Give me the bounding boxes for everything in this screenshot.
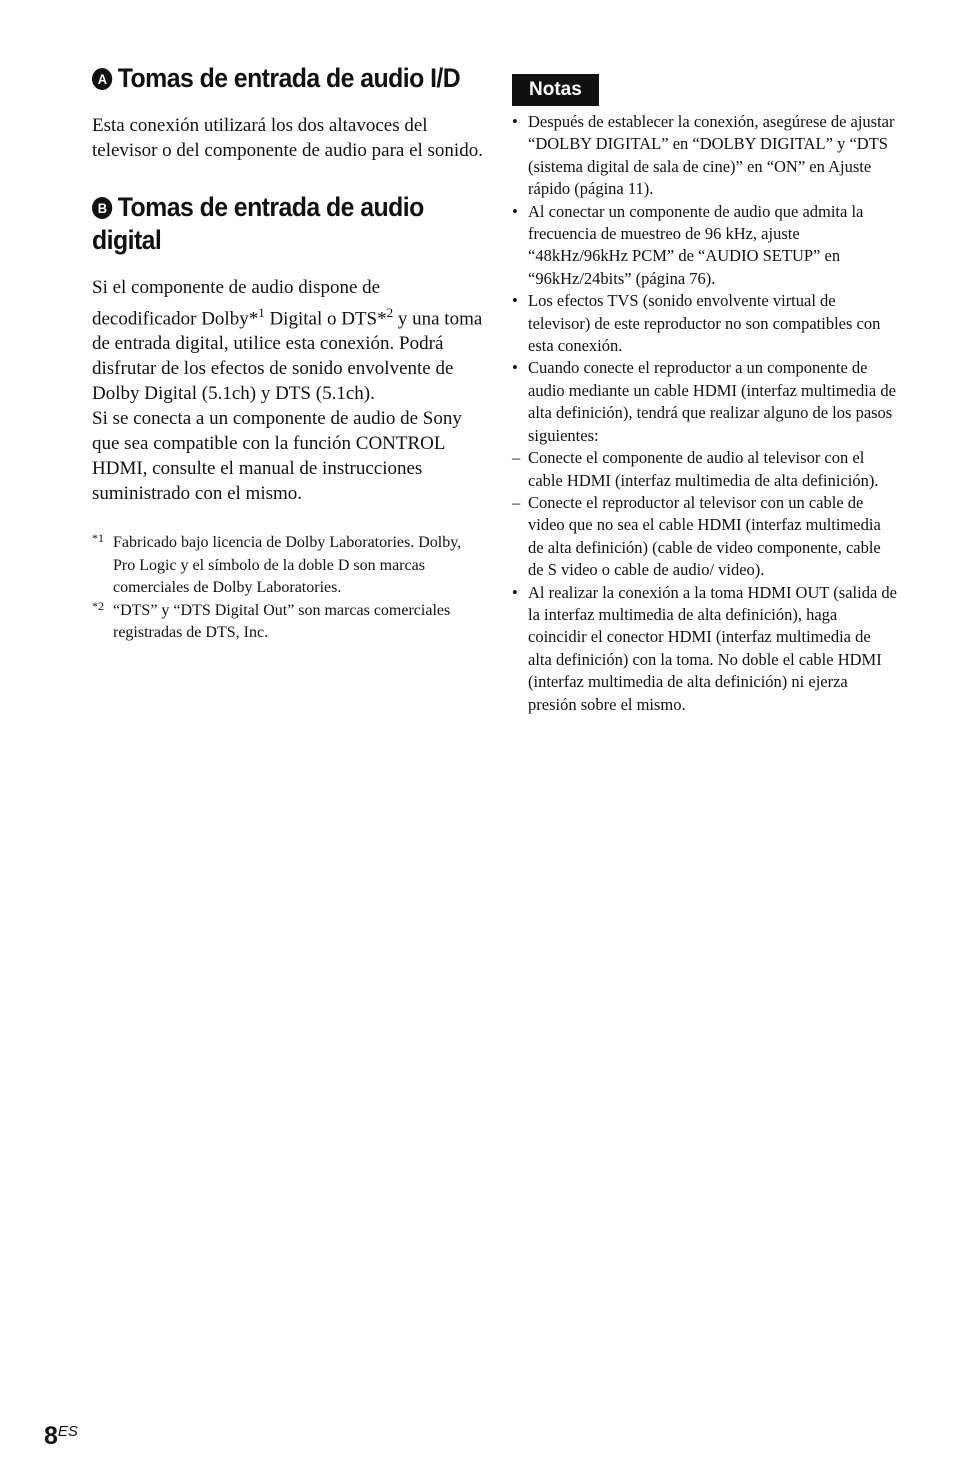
footnote-text: “DTS” y “DTS Digital Out” son marcas comerciales registradas de DTS, Inc.	[113, 601, 451, 642]
list-marker: •	[512, 112, 518, 131]
notes-label: Notas	[512, 74, 599, 106]
list-item	[512, 492, 898, 582]
footnotes	[92, 532, 484, 645]
notes-list	[512, 111, 898, 716]
section-a-badge: A	[92, 68, 112, 90]
list-item-text: Conecte el reproductor al televisor con un cable de video que no sea el cable HDMI (interfaz multimedia de alta definición) (cable de video componente, cable de S video o cable de audio/ video).	[528, 492, 881, 580]
list-marker: •	[512, 358, 518, 378]
section-b-heading	[92, 191, 488, 257]
section-b-paragraph-2: Si se conecta a un componente de audio de Sony que sea compatible con la función CONTROL HDMI, consulte el manual de instrucciones suministrado con el mismo.	[92, 408, 462, 505]
footnote-text: Fabricado bajo licencia de Dolby Laboratories. Dolby, Pro Logic y el símbolo de la doble D son marcas comerciales de Dolby Laboratories.	[113, 534, 462, 597]
list-item-text: Al realizar la conexión a la toma HDMI OUT (salida de la interfaz multimedia de alta definición), haga coincidir el conector HDMI (interfaz multimedia de alta definición) con la toma. No doble el cable HDMI (interfaz multimedia de alta definición) ni ejerza presión sobre el mismo.	[528, 582, 897, 714]
page-number-value: 8	[44, 1422, 58, 1450]
list-item	[512, 290, 898, 357]
section-a-body: Esta conexión utilizará los dos altavoces del televisor o del componente de audio para el sonido.	[92, 115, 483, 161]
footnote-mark: *1	[92, 531, 104, 546]
list-item	[512, 111, 898, 201]
left-column	[92, 62, 484, 645]
footnote-mark: *2	[92, 598, 104, 613]
section-b-title: Tomas de entrada de audio digital	[92, 192, 424, 255]
list-marker: –	[512, 448, 521, 468]
list-item-text: Cuando conecte el reproductor a un componente de audio mediante un cable HDMI (interfaz multimedia de alta definición), tendrá que realizar alguno de los pasos siguientes:	[528, 358, 896, 445]
list-marker: •	[512, 201, 518, 221]
footnote-ref-1: 1	[258, 305, 265, 320]
list-item-text: Conecte el componente de audio al televisor con el cable HDMI (interfaz multimedia de alta definición).	[528, 448, 879, 490]
list-marker: –	[512, 492, 521, 512]
list-item	[512, 582, 898, 716]
list-item	[512, 447, 898, 492]
section-b-badge: B	[92, 197, 112, 219]
footnote-ref-2: 2	[386, 305, 394, 320]
section-a-heading	[92, 62, 461, 95]
list-item-text: Los efectos TVS (sonido envolvente virtual de televisor) de este reproductor no son compatibles con esta conexión.	[528, 291, 881, 356]
page-language-code: ES	[57, 1423, 78, 1440]
list-marker: •	[512, 582, 518, 602]
right-column	[512, 74, 898, 716]
list-item-text: Al conectar un componente de audio que admita la frecuencia de muestreo de 96 kHz, ajuste “48kHz/96kHz PCM” de “AUDIO SETUP” en “96kHz/24bits” (página 76).	[528, 201, 864, 288]
list-item	[512, 357, 898, 447]
footnote-item	[92, 600, 484, 645]
section-b-p1-text-3: y una toma de entrada digital, utilice esta conexión. Podrá disfrutar de los efectos de sonido envolvente de Dolby Digital (5.1ch) y DTS (5.1ch).	[92, 308, 483, 405]
section-a-title: Tomas de entrada de audio I/D	[117, 63, 461, 93]
page-number	[44, 1422, 78, 1451]
list-marker: •	[512, 291, 518, 311]
section-b-paragraph-1	[92, 275, 484, 406]
footnote-item	[92, 532, 484, 600]
list-item-text: Después de establecer la conexión, asegúrese de ajustar “DOLBY DIGITAL” en “DOLBY DIGITAL” y “DTS (sistema digital de sala de cine)” en “ON” en Ajuste rápido (página 11).	[528, 112, 895, 199]
list-item	[512, 201, 898, 291]
section-b-p1-text-1: Si el componente de audio dispone de decodificador Dolby*	[92, 277, 381, 330]
section-b-p1-text-2: Digital o DTS*	[264, 308, 387, 330]
